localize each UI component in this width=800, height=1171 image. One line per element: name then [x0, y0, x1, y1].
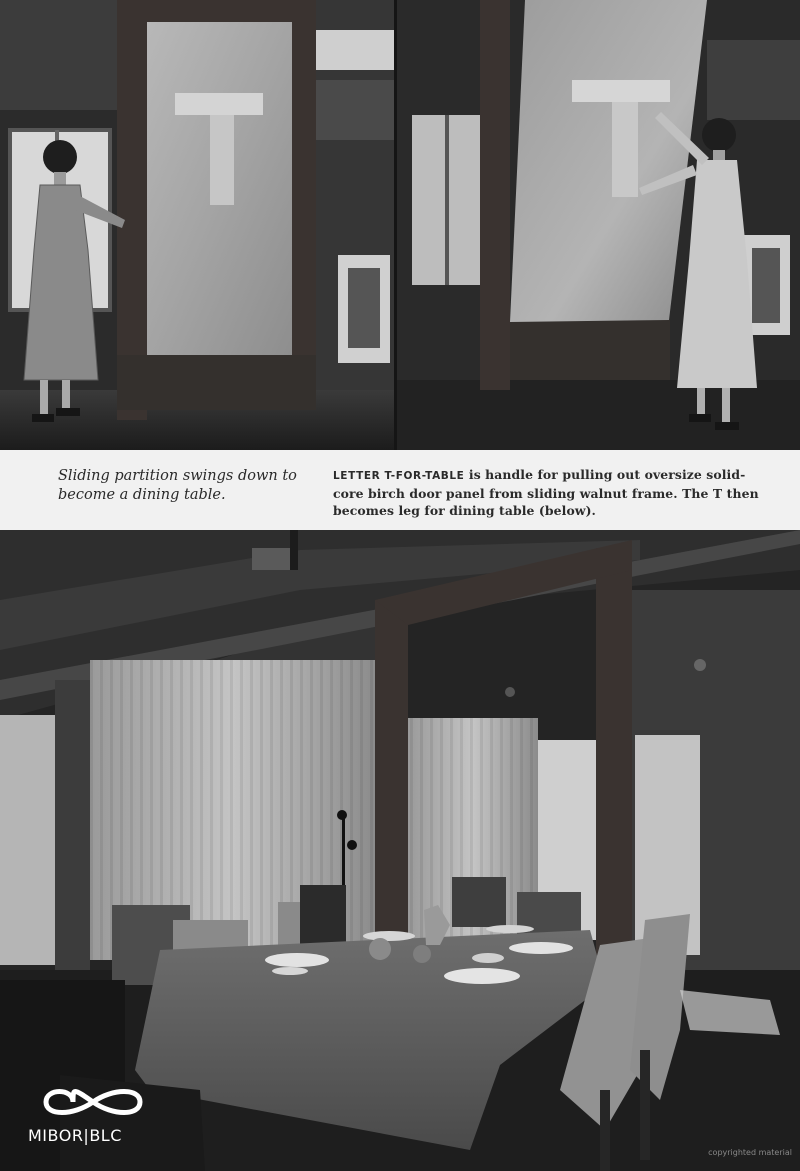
caption-right-body: is handle for pulling out oversize solid-core birch door panel from sliding walnut frame. The T then becomes leg for dining table (below). — [333, 467, 759, 518]
caption-left: Sliding partition swings down to become a dining table. — [58, 468, 297, 503]
mibor-logo — [28, 1080, 158, 1150]
logo-text: MIBOR|BLC — [28, 1126, 122, 1145]
photo-dining-room — [0, 530, 800, 1171]
photo-woman-beside-partition — [0, 0, 394, 450]
photo-woman-pulling-panel — [397, 0, 800, 450]
infinity-icon — [28, 1080, 158, 1124]
caption-right-lead: LETTER T-FOR-TABLE — [333, 470, 465, 482]
caption-right — [333, 466, 763, 519]
caption-band — [0, 450, 800, 530]
watermark: copyrighted material — [708, 1148, 792, 1157]
